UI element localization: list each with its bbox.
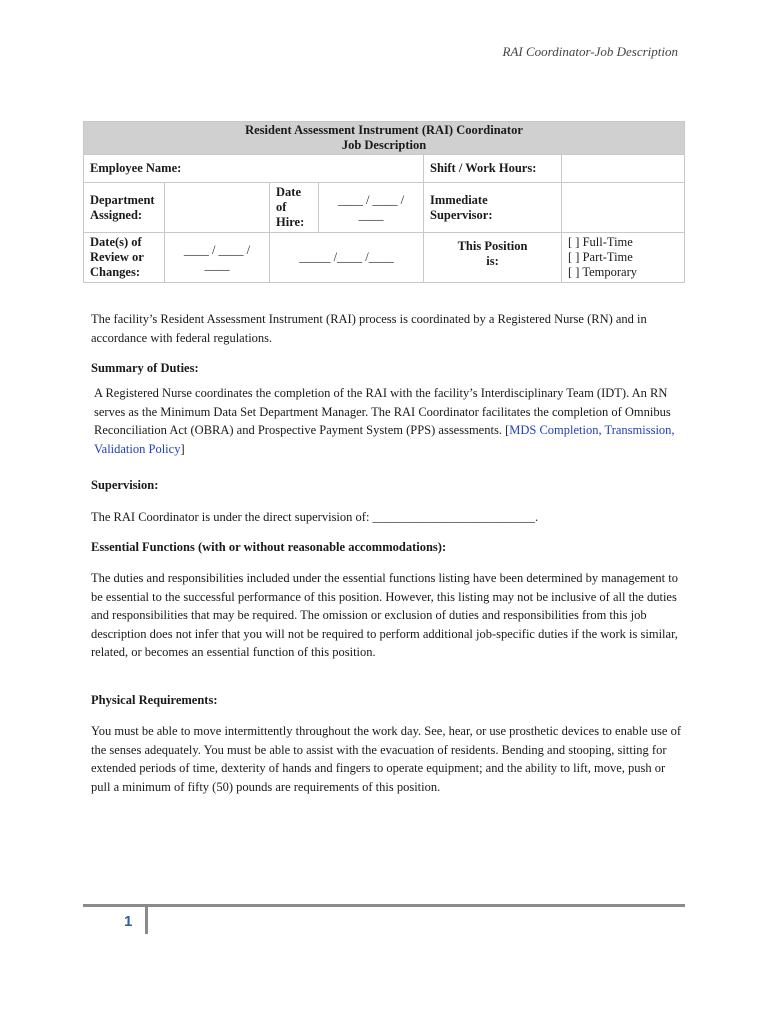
physical-requirements-paragraph: You must be able to move intermittently throughout the work day. See, hear, or use prosthetic devices to enable use of the senses adequately. You must be able to assist with the evacuation of residents. Bending and stooping, sitting for extended periods of time, dexterity of hands and fingers to operate equipment; and the ability to lift, move, push or pull a minimum of fifty (50) pounds are requirements of this position. (91, 724, 681, 794)
full-time-checkbox[interactable]: [ ] Full-Time (568, 235, 633, 249)
footer-rule (83, 904, 685, 907)
temporary-checkbox[interactable]: [ ] Temporary (568, 265, 638, 279)
page-number-divider (145, 907, 148, 934)
essential-functions-heading: Essential Functions (with or without reasonable accommodations): (91, 540, 447, 554)
employee-name-label: Employee Name: (84, 155, 424, 183)
form-title-line2: Job Description (341, 138, 427, 152)
review-label-line2: Review or (90, 250, 144, 264)
job-info-table (83, 121, 685, 283)
date-of-hire-line2: of (276, 200, 287, 214)
position-label-line1: This Position (457, 239, 528, 253)
department-label (84, 183, 165, 233)
form-title (84, 122, 685, 155)
supervision-heading: Supervision: (91, 478, 159, 492)
supervisor-label-line1: Immediate (430, 192, 488, 207)
date-of-hire-label (270, 183, 319, 233)
position-label-line2: is: (486, 254, 499, 268)
page-number: 1 (124, 913, 133, 930)
department-label-line1: Department (90, 192, 155, 207)
supervisor-field[interactable] (562, 183, 685, 233)
position-type-label (424, 233, 562, 283)
position-type-options (562, 233, 685, 283)
supervisor-label-line2: Supervisor: (430, 207, 493, 222)
supervisor-label (424, 183, 562, 233)
review-label-line1: Date(s) of (90, 235, 142, 249)
date-of-hire-field[interactable]: ____ / ____ / ____ (319, 183, 424, 233)
summary-paragraph (94, 384, 684, 458)
review-date-field-1[interactable]: ____ / ____ / ____ (165, 233, 270, 283)
review-date-field-2[interactable]: _____ /____ /____ (270, 233, 424, 283)
summary-heading: Summary of Duties: (91, 361, 199, 375)
intro-paragraph: The facility’s Resident Assessment Instrument (RAI) process is coordinated by a Registered Nurse (RN) and in accordance with federal regulations. (91, 312, 647, 345)
supervision-paragraph: The RAI Coordinator is under the direct supervision of: __________________________. (91, 510, 539, 524)
shift-field[interactable] (562, 155, 685, 183)
policy-link[interactable]: MDS Completion, Transmission, Validation Policy (94, 423, 675, 456)
summary-end: ] (180, 441, 185, 456)
department-field[interactable] (165, 183, 270, 233)
form-title-line1: Resident Assessment Instrument (RAI) Coordinator (245, 123, 523, 137)
department-label-line2: Assigned: (90, 207, 143, 222)
summary-text: A Registered Nurse coordinates the completion of the RAI with the facility’s Interdisciplinary Team (IDT). An RN serves as the Minimum Data Set Department Manager. The RAI Coordinator facilitates the completion of Omnibus Reconciliation Act (OBRA) and Prospective Payment System (PPS) assessments. [ (94, 386, 671, 437)
running-header: RAI Coordinator-Job Description (502, 44, 678, 59)
essential-functions-paragraph: The duties and responsibilities included under the essential functions listing have been determined by management to be essential to the successful performance of this position. However, this listing may not be inclusive of all the duties and responsibilities that may be required. The omission or exclusion of duties and responsibilities from this job description does not infer that you will not be required to perform additional job-specific duties if the work is similar, related, or becomes an essential function of this position. (91, 571, 678, 659)
part-time-checkbox[interactable]: [ ] Part-Time (568, 250, 633, 264)
date-of-hire-line1: Date (276, 185, 301, 199)
review-label-line3: Changes: (90, 265, 141, 279)
physical-requirements-heading: Physical Requirements: (91, 693, 218, 707)
date-of-hire-line3: Hire: (276, 215, 305, 229)
shift-label: Shift / Work Hours: (424, 155, 562, 183)
review-dates-label (84, 233, 165, 283)
